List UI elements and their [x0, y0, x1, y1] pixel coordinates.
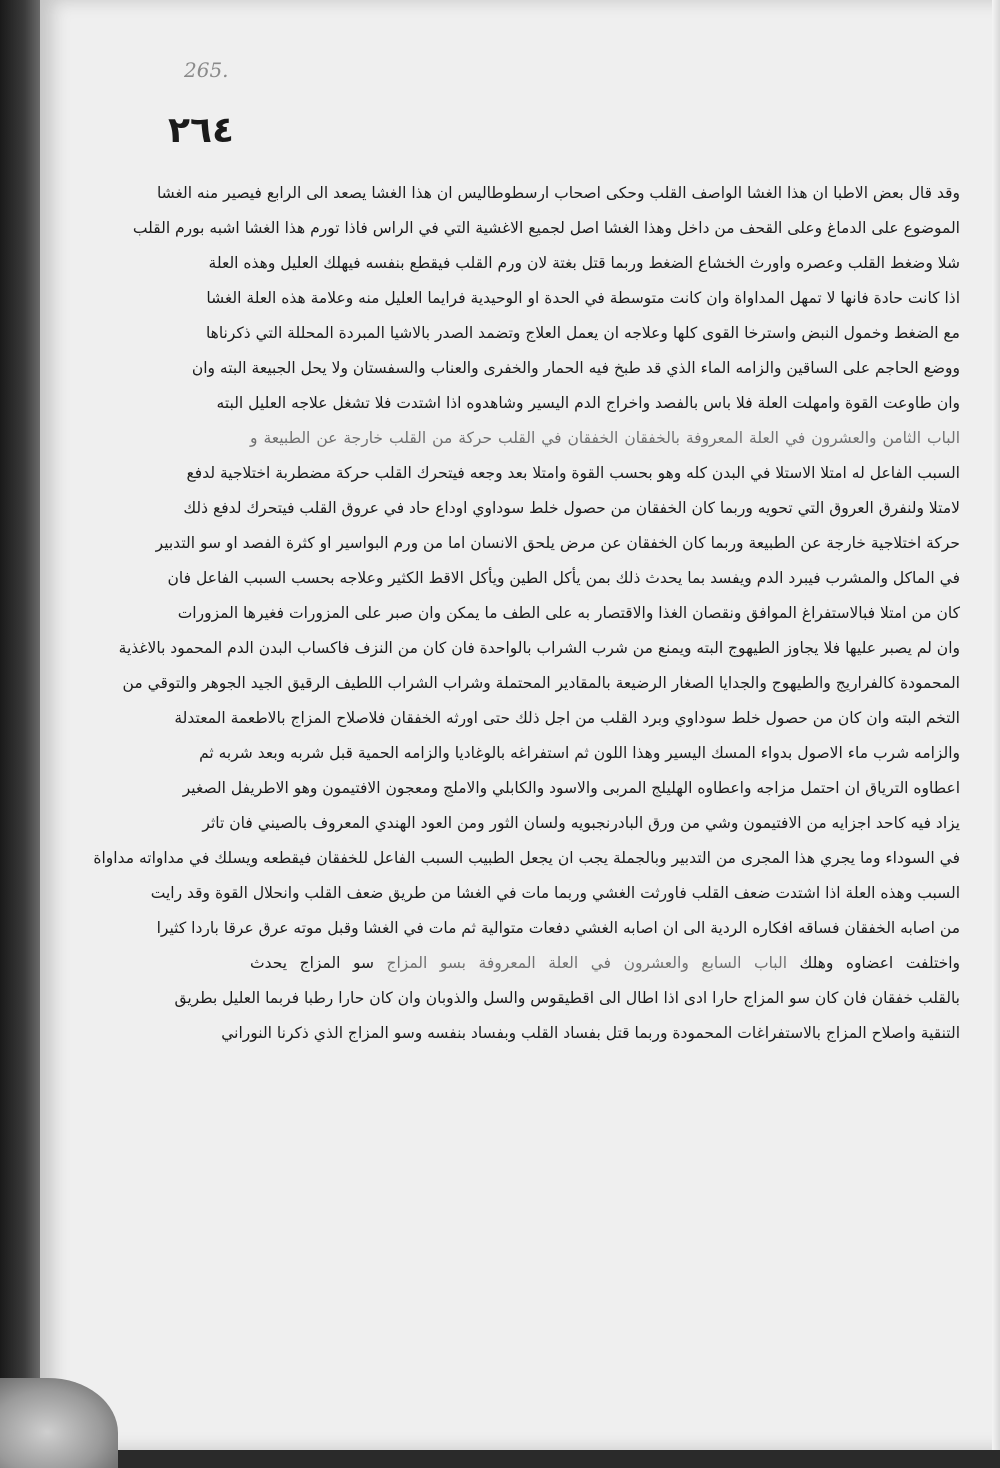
text-line: المحمودة كالفراريج والطيهوج والجدايا الصغار الرضيعة بالمقادير المحتملة وشراب الشراب اللطيف الرقيق الجيد الجوهر والتوقي من: [122, 674, 960, 692]
folio-number-pencil: 265.: [184, 58, 229, 82]
text-line: السبب الفاعل له امتلا الاستلا في البدن كله وهو بحسب القوة وامتلا بعد وجعه فيتحرك القلب حركة مضطربة اختلاجية لدفع: [186, 464, 960, 482]
page-edge: [992, 0, 1000, 1450]
text-line: اعطاوه الترياق ان احتمل مزاجه واعطاوه الهليلج المربى والاسود والكابلي والاملج ومعجون الافتيمون وهو الاطريفل الصغير: [182, 779, 960, 797]
text-line: من اصابه الخفقان فساقه افكاره الردية الى ان اصابه الغشي دفعات متوالية ثم مات في الغشا وقبل موته عرق عرقا باردا كثيرا: [156, 919, 960, 937]
text-line: في السوداء وما يجري هذا المجرى من التدبير وبالجملة يجب ان يجعل الطبيب السبب الفاعل للخفقان فيقطعه ويسلك في مداواته مداواة: [93, 849, 960, 867]
book-gutter: [0, 0, 40, 1450]
text-line: ووضع الحاجم على الساقين والزامه الماء الذي قد طبخ فيه الحمار والخفرى والعناب والسفستان ولا يحل الجبيعة البته وان: [191, 359, 960, 377]
text-line: لامتلا ولنفرق العروق التي تحويه وربما كان الخفقان من حصول خلط سوداوي اوداع حاد في عروق القلب فيتحرك لدفع ذلك: [183, 499, 960, 517]
chapter-heading-27: الباب السابع والعشرون في العلة المعروفة بسو المزاج: [386, 954, 788, 972]
text-line: يزاد فيه كاحد اجزايه من الافتيمون وشي من ورق البادرنجبويه ولسان الثور ومن العود الهندي المعروف بالصيني فان تاثر: [202, 814, 960, 832]
chapter-heading-28: الباب الثامن والعشرون في العلة المعروفة بالخفقان الخفقان في القلب حركة من القلب خارجة عن الطبيعة و: [250, 429, 960, 447]
chapter-heading-27-line: [250, 946, 960, 981]
text-line: شلا وضغط القلب وعصره واورث الخشاع الضغط وربما قتل بغتة لان ورم القلب فيقطع بنفسه فيهلك العليل وهذه العلة: [208, 254, 960, 272]
text-line: الموضوع على الدماغ وعلى القحف من داخل وهذا الغشا اصل لجميع الاغشية التي في الراس فاذا تورم هذا الغشا اشبه بورم القلب: [132, 219, 960, 237]
text-line: وان لم يصبر عليها فلا يجاوز الطيهوج البته ويمنع من شرب الشراب بالواحدة فان كان من النزف فاكساب البدن الدم المحمود بالاغذية: [118, 639, 960, 657]
text-line: التنقية واصلاح المزاج بالاستفراغات المحمودة وربما قتل بفساد القلب وبفساد بنفسه وسو المزاج الذي ذكرنا النوراني: [221, 1024, 960, 1042]
text-fragment: واختلفت اعضاوه وهلك: [799, 954, 961, 972]
text-line: اذا كانت حادة فانها لا تمهل المداواة وان كانت متوسطة في الحدة او الوحيدية فرايما العليل منه وعلامة هذه العلة الغشا: [206, 289, 960, 307]
manuscript-text: [93, 176, 961, 1051]
text-fragment: سو المزاج يحدث: [250, 954, 374, 972]
text-line: وان طاوعت القوة وامهلت العلة فلا باس بالفصد واخراج الدم اليسير وشاهدوه اذا اشتدت فلا تشغل علاجه العليل البته: [216, 394, 960, 412]
text-line: كان من امتلا فبالاستفراغ الموافق ونقصان الغذا والاقتصار به على الطف ما يمكن وان صبر على المزورات فغيرها المزورات: [177, 604, 960, 622]
text-line: حركة اختلاجية خارجة عن الطبيعة وربما كان الخفقان عن مرض يلحق الانسان اما من ورم البواسير او كثرة الفصد او سو التدبير: [155, 534, 960, 552]
text-line: السبب وهذه العلة اذا اشتدت ضعف القلب فاورثت الغشي وربما مات في الغشا من طريق ضعف القلب وانحلال القوة وقد رايت: [150, 884, 960, 902]
folio-number-ink: ٢٦٤: [168, 110, 234, 151]
text-line: التخم البته وان كان من حصول خلط سوداوي وبرد القلب من اجل ذلك حتى اورثه الخفقان فلاصلاح المزاج بالاطعمة المعتدلة: [174, 709, 960, 727]
text-line: وقد قال بعض الاطبا ان هذا الغشا الواصف القلب وحكى اصحاب ارسطوطاليس ان هذا الغشا يصعد الى الرابع فيصير منه الغشا: [156, 184, 960, 202]
text-line: والزامه شرب ماء الاصول بدواء المسك اليسير وهذا اللون ثم استفراغه بالوغاديا والزامه الحمية قبل شربه وبعد شربه ثم: [199, 744, 960, 762]
text-line: بالقلب خفقان فان كان سو المزاج حارا ادى اذا اطال الى اقطيقوس والسل والذوبان وان كان حارا رطبا فربما العليل بطريق: [174, 989, 960, 1007]
text-line: في الماكل والمشرب فيبرد الدم ويفسد بما يحدث ذلك بمن يأكل الطين ويأكل الاقط الكثير وعلاجه بحسب السبب الفاعل فان: [167, 569, 960, 587]
text-line: مع الضغط وخمول النبض واسترخا القوى كلها وعلاجه ان يعمل العلاج وتضمد الصدر بالاشيا المبردة المحللة التي ذكرناها: [205, 324, 960, 342]
